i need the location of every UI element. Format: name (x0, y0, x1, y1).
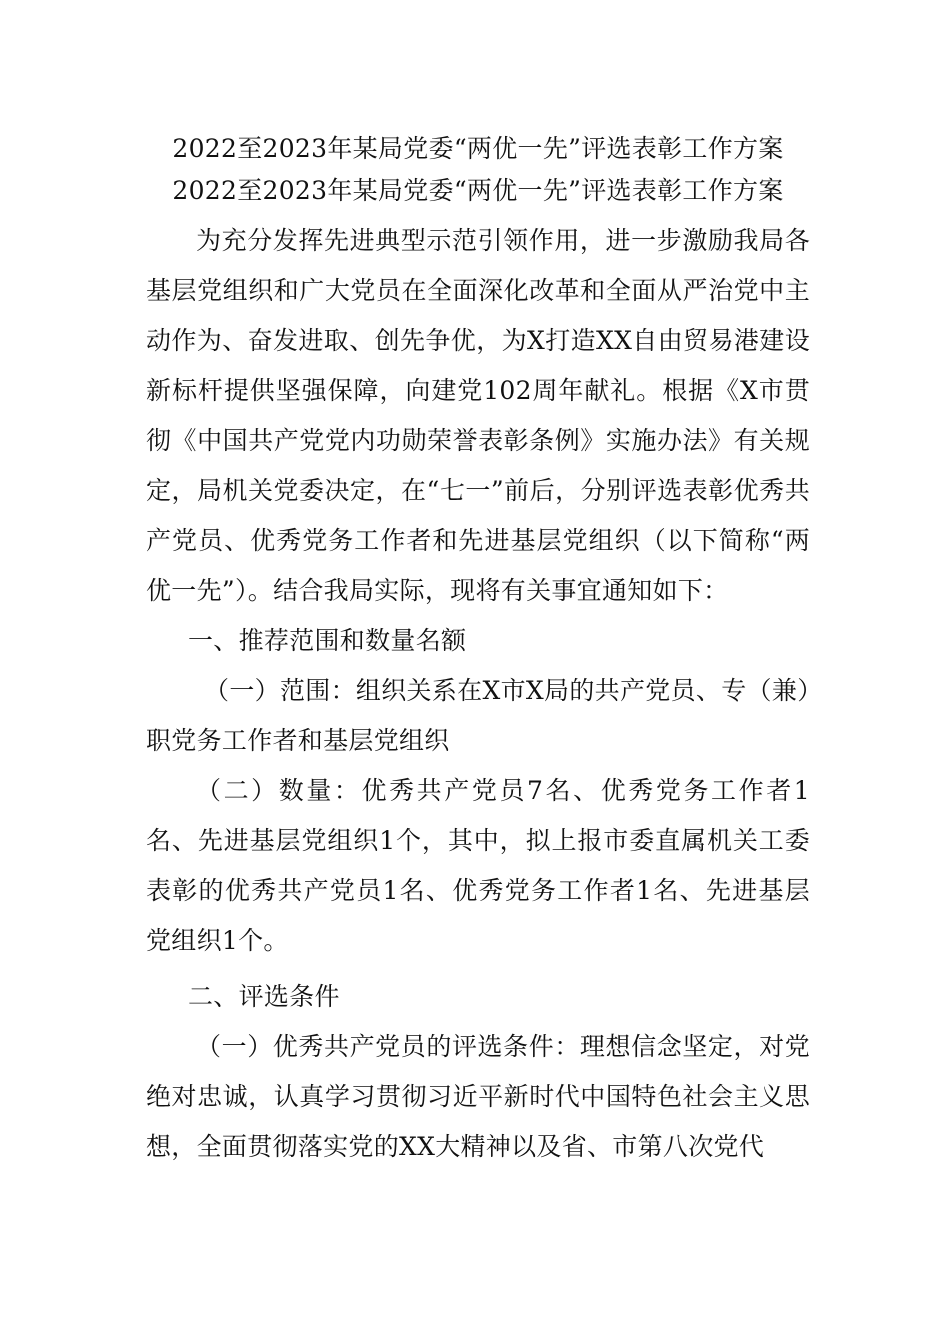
intro-paragraph: 为充分发挥先进典型示范引领作用，进一步激励我局各基层党组织和广大党员在全面深化改革和全面从严治党中主动作为、奋发进取、创先争优，为X打造XX自由贸易港建设新标杆提供坚强保障，向建党102周年献礼。根据《X市贯彻《中国共产党党内功勋荣誉表彰条例》实施办法》有关规定，局机关党委决定，在“七一”前后，分别评选表彰优秀共产党员、优秀党务工作者和先进基层党组织（以下简称“两优一先”）。结合我局实际，现将有关事宜通知如下： (146, 226, 810, 605)
section-2-item-1: （一）优秀共产党员的评选条件：理想信念坚定，对党绝对忠诚，认真学习贯彻习近平新时代中国特色社会主义思想，全面贯彻落实党的XX大精神以及省、市第八次党代 (146, 1032, 810, 1161)
section-1-heading: 一、推荐范围和数量名额 (188, 626, 467, 655)
section-2-heading: 二、评选条件 (188, 982, 340, 1011)
document-body (146, 128, 810, 1172)
document-title: 2022至2023年某局党委“两优一先”评选表彰工作方案 (172, 134, 784, 163)
document-title-repeat: 2022至2023年某局党委“两优一先”评选表彰工作方案 (172, 176, 784, 205)
section-1-item-2: （二）数量：优秀共产党员7名、优秀党务工作者1名、先进基层党组织1个，其中，拟上报市委直属机关工委表彰的优秀共产党员1名、优秀党务工作者1名、先进基层党组织1个。 (146, 776, 810, 955)
section-1-item-1: （一）范围：组织关系在X市X局的共产党员、专（兼）职党务工作者和基层党组织 (146, 676, 810, 755)
